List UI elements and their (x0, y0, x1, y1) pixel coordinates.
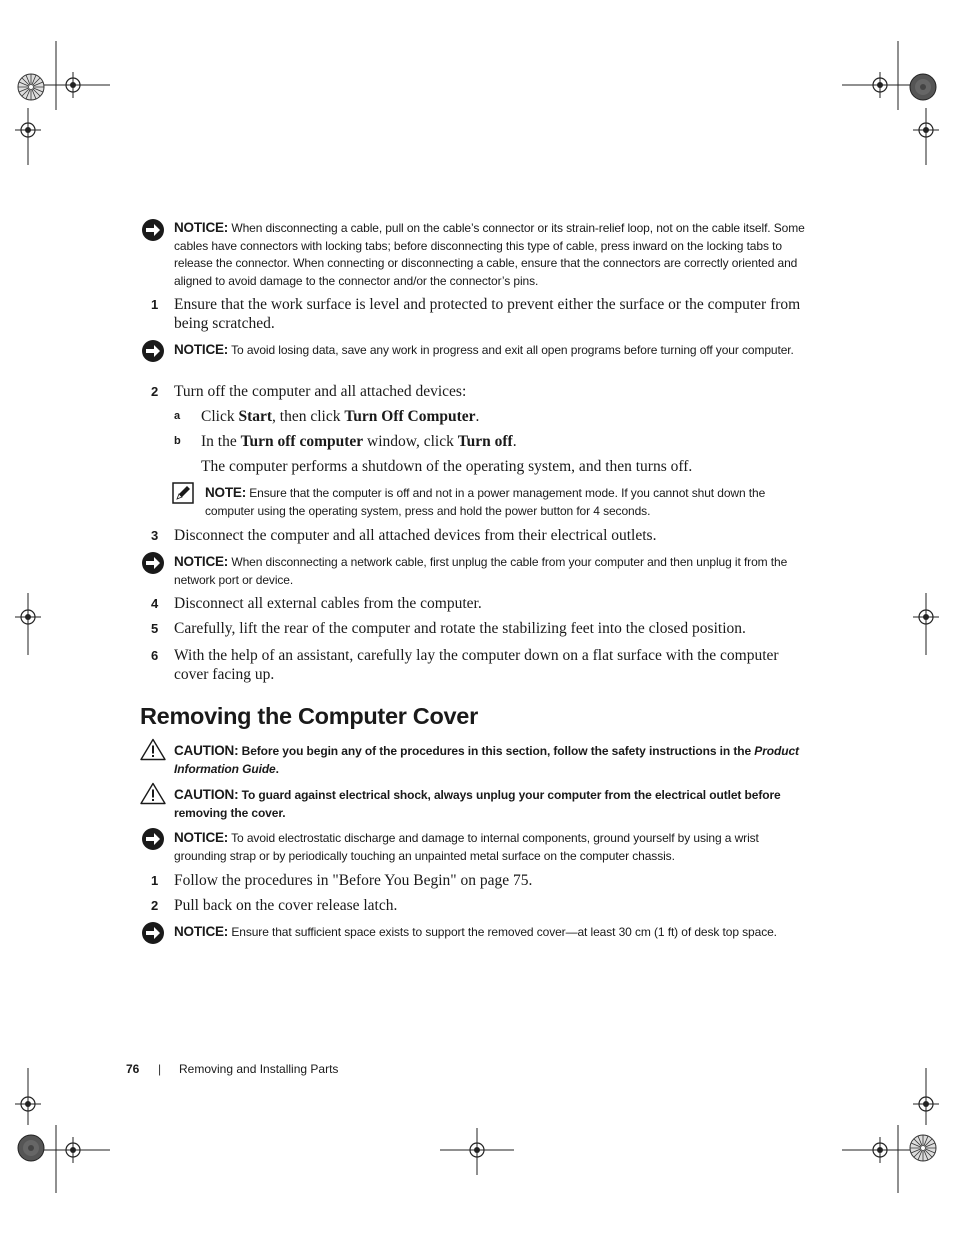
notice-label: NOTICE: (174, 924, 229, 939)
step-number: 1 (151, 297, 159, 312)
caution-block (174, 786, 814, 822)
notice-text: To avoid losing data, save any work in progress and exit all open programs before turning off your computer. (231, 343, 794, 357)
text-part: In the (201, 433, 241, 450)
caution-label: CAUTION: (174, 743, 239, 758)
text-part: , then click (272, 408, 345, 425)
notice-text: To avoid electrostatic discharge and damage to internal components, ground yourself by using a wrist grounding strap or by periodically touching an unpainted metal surface on the computer chassis. (174, 831, 759, 863)
text-part: . (475, 408, 480, 425)
section-heading: Removing the Computer Cover (140, 703, 478, 729)
ui-term-turn-off-computer-window: Turn off computer (240, 433, 364, 450)
step-number: 2 (151, 898, 159, 913)
substep-letter: b (174, 435, 181, 447)
step-text: Ensure that the work surface is level and protected to prevent either the surface or the computer from being scratched. (174, 296, 801, 332)
notice-label: NOTICE: (174, 220, 229, 235)
caution-text: Before you begin any of the procedures in this section, follow the safety instructions in the (241, 744, 755, 758)
step-number: 2 (151, 384, 159, 399)
step-number: 3 (151, 528, 159, 543)
notice-arrow-icon (141, 827, 165, 851)
step-text: Disconnect all external cables from the computer. (174, 595, 482, 612)
ui-term-turn-off: Turn off (457, 433, 513, 450)
step-number: 5 (151, 621, 159, 636)
step-number: 4 (151, 596, 159, 611)
notice-block (174, 219, 820, 290)
ui-term-turn-off-computer: Turn Off Computer (344, 408, 476, 425)
caution-text: To guard against electrical shock, always unplug your computer from the electrical outlet before removing the cover. (174, 788, 781, 820)
page-number: 76 (126, 1062, 140, 1076)
text-part: Click (201, 408, 239, 425)
notice-block (174, 341, 794, 360)
note-label: NOTE: (205, 485, 246, 500)
caution-triangle-icon (140, 782, 166, 805)
caution-doc-title: Product Information Guide (174, 744, 799, 776)
note-text: Ensure that the computer is off and not in a power management mode. If you cannot shut down the computer using the operating system, press and hold the power button for 4 seconds. (205, 486, 766, 518)
notice-text: When disconnecting a network cable, first unplug the cable from your computer and then unplug it from the network port or device. (174, 555, 788, 587)
notice-label: NOTICE: (174, 554, 229, 569)
footer-section-title: Removing and Installing Parts (179, 1062, 339, 1076)
notice-block (174, 829, 810, 865)
caution-block (174, 742, 814, 778)
step-text: Pull back on the cover release latch. (174, 897, 398, 914)
notice-label: NOTICE: (174, 830, 229, 845)
notice-text: When disconnecting a cable, pull on the cable’s connector or its strain-relief loop, not on the cable itself. Some cables have connectors with locking tabs; before disconnecting this type of cable, press inward on the locking tabs to release the connector. When connecting or disconnecting a cable, ensure that the connectors are correctly oriented and aligned to avoid damage to the connector and/or the connector’s pins. (174, 221, 805, 288)
step-text: Turn off the computer and all attached devices: (174, 383, 467, 400)
caution-label: CAUTION: (174, 787, 239, 802)
step-text: Follow the procedures in "Before You Begin" on page 75. (174, 872, 533, 889)
notice-arrow-icon (141, 921, 165, 945)
step-number: 1 (151, 873, 159, 888)
notice-arrow-icon (141, 551, 165, 575)
notice-block (174, 923, 834, 942)
notice-arrow-icon (141, 339, 165, 363)
notice-label: NOTICE: (174, 342, 229, 357)
step-text: With the help of an assistant, carefully lay the computer down on a flat surface with the computer cover facing up. (174, 647, 779, 683)
note-pencil-icon (172, 482, 194, 504)
step-number: 6 (151, 648, 159, 663)
note-block (205, 484, 815, 520)
substep-b-text (201, 432, 821, 451)
substep-a-text (201, 407, 821, 426)
step-text: Carefully, lift the rear of the computer and rotate the stabilizing feet into the closed position. (174, 620, 746, 637)
step-text: Disconnect the computer and all attached devices from their electrical outlets. (174, 527, 657, 544)
notice-block (174, 553, 820, 589)
text-part: . (275, 761, 279, 776)
text-part: window, click (363, 433, 458, 450)
caution-triangle-icon (140, 738, 166, 761)
notice-arrow-icon (141, 218, 165, 242)
ui-term-start: Start (238, 408, 273, 425)
footer-separator: | (158, 1062, 162, 1076)
substep-letter: a (174, 410, 181, 422)
notice-text: Ensure that sufficient space exists to support the removed cover—at least 30 cm (1 ft) of desk top space. (231, 925, 777, 939)
substep-result: The computer performs a shutdown of the operating system, and then turns off. (201, 458, 693, 475)
text-part: . (512, 433, 517, 450)
